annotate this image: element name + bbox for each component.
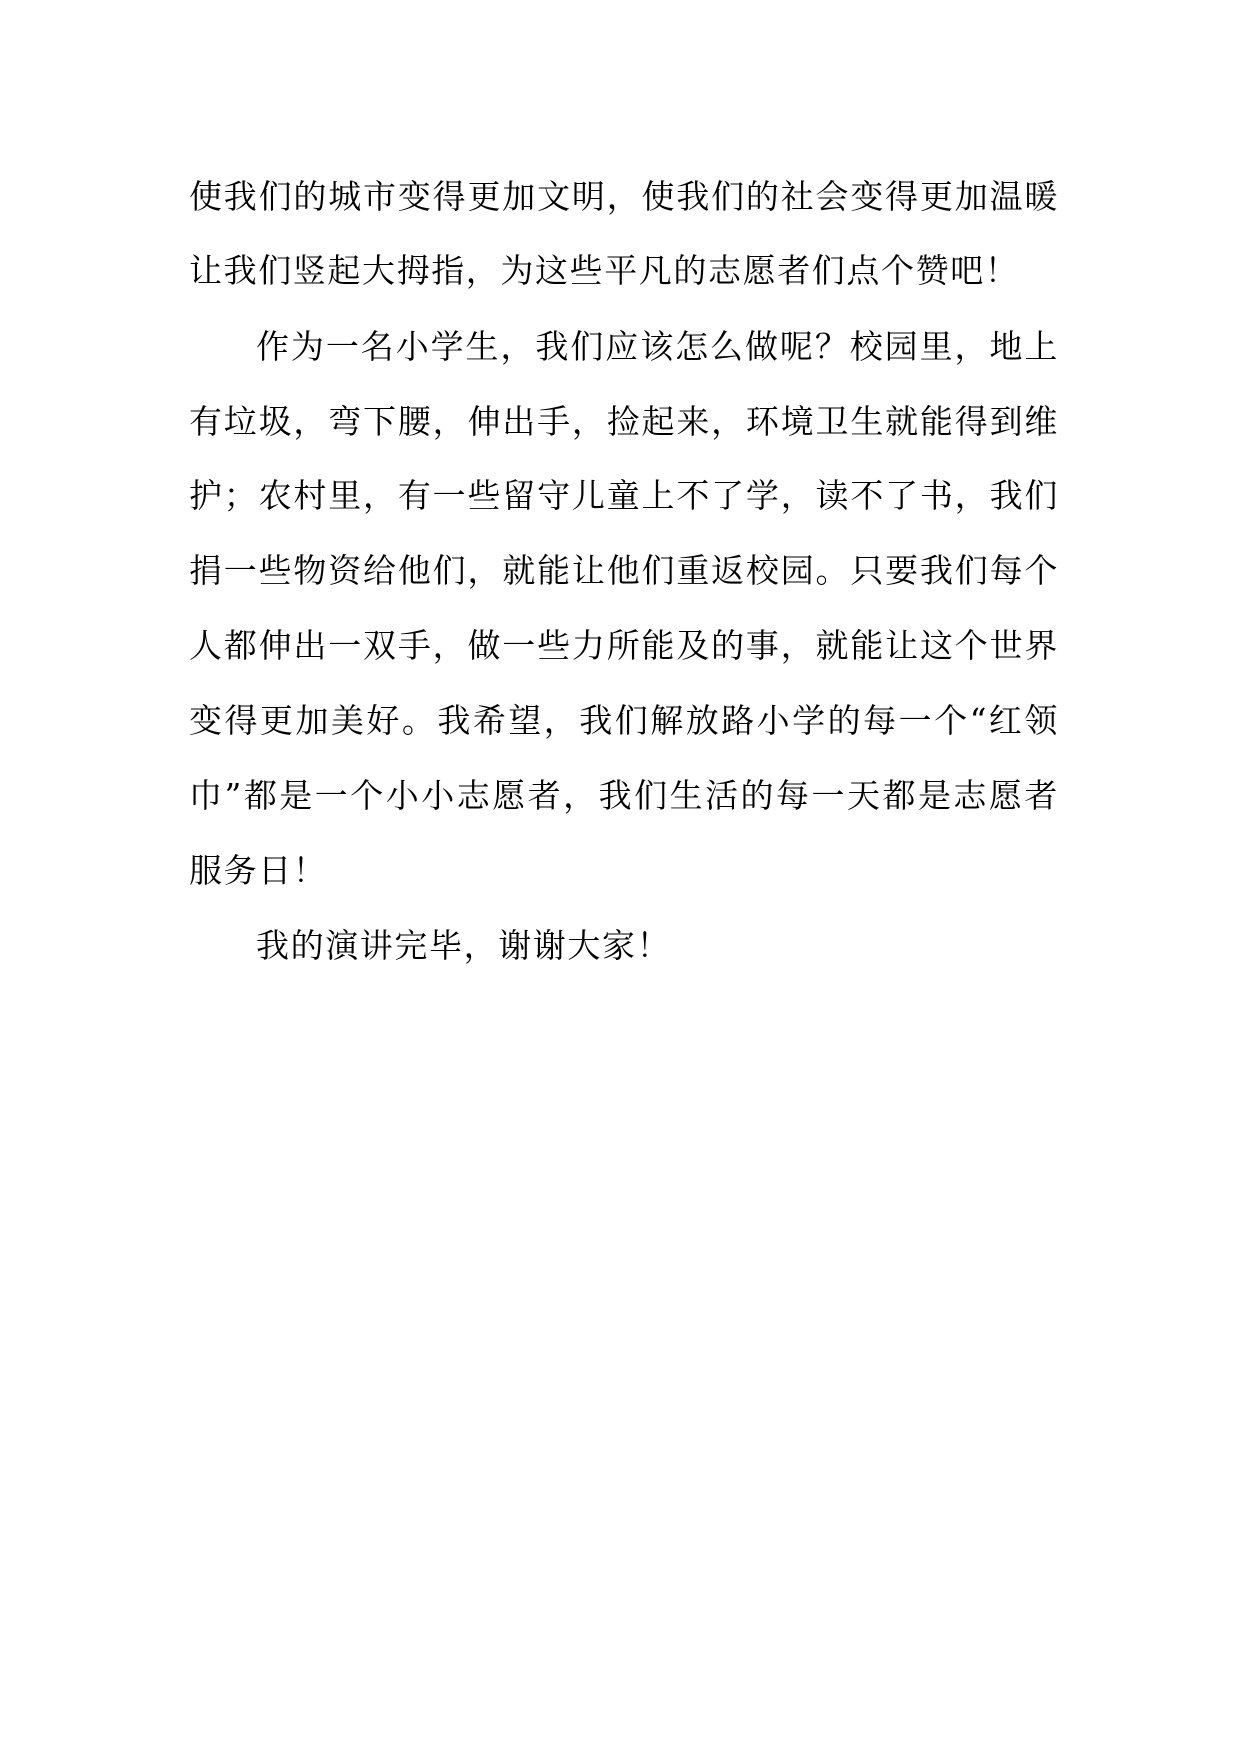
text-line: 捐一些物资给他们，就能让他们重返校园。只要我们每个 <box>189 551 1059 590</box>
text-line: 有垃圾，弯下腰，伸出手，捡起来，环境卫生就能得到维 <box>189 402 1059 441</box>
text-line: 服务日！ <box>189 851 328 890</box>
text-line: 让我们竖起大拇指，为这些平凡的志愿者们点个赞吧！ <box>189 251 1020 290</box>
text-line: 使我们的城市变得更加文明，使我们的社会变得更加温暖 <box>189 177 1059 216</box>
text-line: 变得更加美好。我希望，我们解放路小学的每一个“红领 <box>189 701 1059 740</box>
text-line: 人都伸出一双手，做一些力所能及的事，就能让这个世界 <box>189 626 1059 665</box>
text-line: 护；农村里，有一些留守儿童上不了学，读不了书，我们 <box>189 476 1059 515</box>
text-line: 我的演讲完毕，谢谢大家！ <box>256 926 672 965</box>
text-line: 巾”都是一个小小志愿者，我们生活的每一天都是志愿者 <box>189 776 1059 815</box>
text-line: 作为一名小学生，我们应该怎么做呢？校园里，地上 <box>256 327 1059 366</box>
